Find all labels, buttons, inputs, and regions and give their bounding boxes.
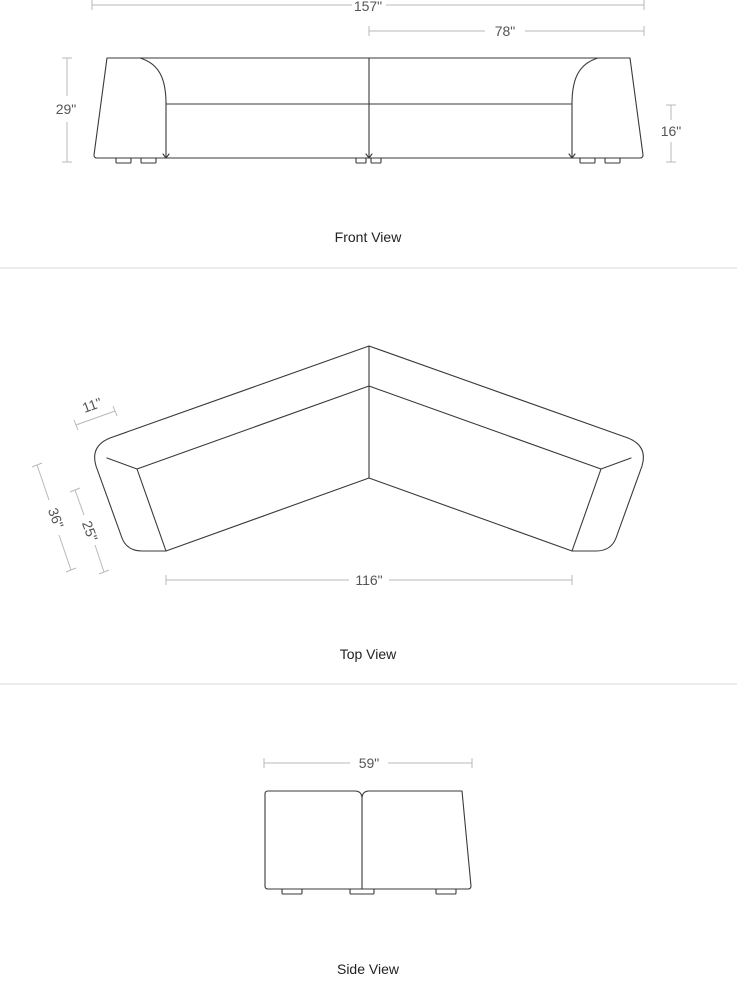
dim-length <box>264 755 472 771</box>
dim-label-16: 16" <box>660 123 682 139</box>
side-view <box>264 755 472 977</box>
dim-seat-height <box>661 105 682 162</box>
side-view-caption: Side View <box>336 961 400 977</box>
front-view <box>56 0 682 245</box>
dim-seat-depth <box>70 488 109 574</box>
dim-overall-width <box>92 0 644 14</box>
dim-half-width <box>369 23 644 39</box>
dim-label-11: 11" <box>80 394 104 416</box>
top-sofa-outline <box>95 346 644 551</box>
front-sofa-outline <box>94 58 643 163</box>
top-view-caption: Top View <box>339 646 397 662</box>
front-view-caption: Front View <box>334 229 402 245</box>
dim-label-157: 157" <box>353 0 383 14</box>
dim-label-116: 116" <box>355 572 383 588</box>
dim-height <box>56 58 77 162</box>
dim-label-59: 59" <box>358 755 380 771</box>
dim-label-78: 78" <box>494 23 516 39</box>
dim-label-29: 29" <box>55 101 77 117</box>
dim-depth <box>32 463 76 572</box>
dim-label-36: 36" <box>44 505 68 531</box>
dim-label-25: 25" <box>78 518 102 544</box>
top-view <box>32 346 643 662</box>
dim-inner-span <box>166 572 572 588</box>
dim-arm-width <box>74 394 117 430</box>
side-sofa-outline <box>265 791 471 894</box>
